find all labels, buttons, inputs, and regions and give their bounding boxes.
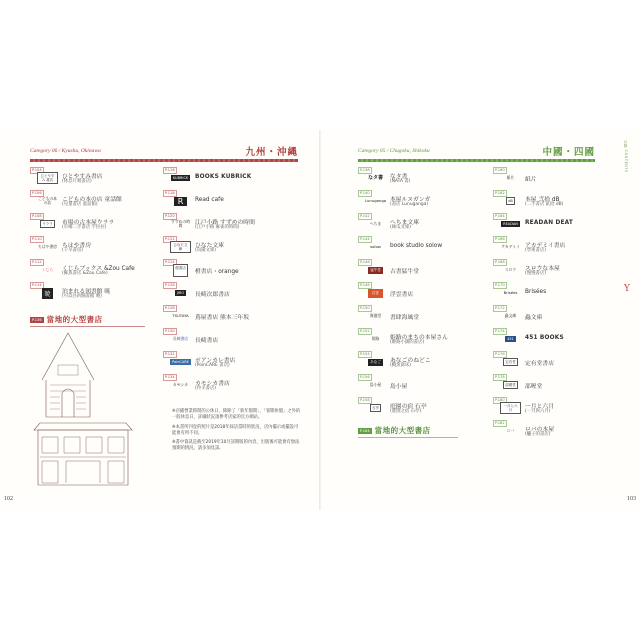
page-ref: P.148 bbox=[360, 283, 370, 287]
bookstore-entry[interactable] bbox=[163, 259, 303, 279]
store-logo: 姫路 bbox=[371, 335, 380, 341]
page-ref: P.180 bbox=[495, 398, 505, 402]
store-logo: 一月と六月 bbox=[500, 401, 521, 415]
page-number-left: 102 bbox=[4, 496, 13, 502]
store-logo: 長崎書店 bbox=[172, 335, 189, 341]
store-name-translation: (慢慢書店) bbox=[525, 271, 546, 276]
store-name: 邵喔堂 bbox=[525, 384, 543, 390]
store-name: 451 BOOKS bbox=[525, 335, 564, 341]
page-ref: P.142 bbox=[360, 214, 370, 218]
page-ref: P.116 bbox=[165, 168, 175, 172]
footnotes bbox=[172, 409, 302, 456]
section-tag-large-bookstores[interactable] bbox=[30, 314, 103, 325]
store-name: へちま文庫 bbox=[390, 220, 419, 226]
page-ref: P.170 bbox=[495, 283, 505, 287]
store-name: 古書猛牛堂 bbox=[390, 269, 419, 275]
bookstore-entry[interactable] bbox=[358, 351, 498, 371]
store-name: 定有堂書店 bbox=[525, 361, 554, 367]
store-name-translation: (千早書房) bbox=[62, 248, 83, 253]
category-title: 中國・四國 bbox=[542, 147, 595, 158]
store-name: 江戸小路 すずめの時間 bbox=[195, 220, 255, 226]
store-name-translation: (羚羊書店) bbox=[195, 386, 216, 391]
store-name-translation: (江戶小路 麻雀的時間) bbox=[195, 225, 240, 230]
page-ref: P.174 bbox=[495, 329, 505, 333]
store-name: ポアンカレ書店 bbox=[195, 358, 236, 364]
page-ref: P.178 bbox=[495, 375, 505, 379]
store-logo: すずめの時間 bbox=[170, 218, 191, 228]
store-name: 蟲文庫 bbox=[525, 315, 543, 321]
store-logo: ウララ bbox=[42, 222, 53, 226]
store-name-translation: (驢子的書店) bbox=[525, 432, 551, 437]
store-logo: 石亭 bbox=[372, 406, 379, 410]
footnote: ※店鋪營業時間的公休日，除除了「新年假期」、「暑期休假」之外的一般休息日，詳細狀況請參考店家的官方網站。 bbox=[172, 409, 301, 421]
bookstore-entry[interactable] bbox=[493, 259, 633, 279]
store-name-translation: (向陽文庫) bbox=[195, 248, 216, 253]
page-ref: P.134 bbox=[165, 375, 175, 379]
page-ref: P.162 bbox=[495, 191, 505, 195]
store-name: くじらブックス &Zou Cafe bbox=[62, 266, 135, 272]
bookstore-entry[interactable] bbox=[493, 397, 633, 417]
page-ref: P.160 bbox=[495, 168, 505, 172]
bookstore-entry[interactable] bbox=[358, 259, 498, 279]
store-name-translation: (一月與六月) bbox=[525, 409, 551, 414]
page-ref: P.114 bbox=[32, 283, 42, 287]
bookstore-entry[interactable] bbox=[163, 305, 303, 325]
store-name: 島小屋 bbox=[390, 384, 408, 390]
store-name-translation: (市場二手書店 宇拉拉) bbox=[62, 225, 107, 230]
category-rule bbox=[358, 159, 595, 162]
page-number-right: 103 bbox=[627, 496, 636, 502]
left-page bbox=[0, 130, 319, 510]
contents-side-tab: 目錄 CONTENTS bbox=[624, 140, 628, 173]
store-logo: カモシカ bbox=[172, 381, 189, 387]
page-ref: P.158 bbox=[360, 398, 370, 402]
page-ref: P.182 bbox=[495, 421, 505, 425]
store-name: READAN DEAT bbox=[525, 220, 574, 226]
store-name: なタ書 bbox=[390, 174, 408, 180]
bookstore-sketch-illustration bbox=[28, 325, 138, 490]
store-name-translation: (書店 Lunuganga) bbox=[390, 202, 429, 207]
store-name: Read cafe bbox=[195, 197, 224, 203]
store-logo: JIRO bbox=[176, 291, 185, 295]
page-ref: P.164 bbox=[495, 214, 505, 218]
category-header-kyushu bbox=[30, 144, 298, 158]
store-logo: 海風堂 bbox=[369, 312, 382, 318]
store-name: book studio solow bbox=[390, 243, 443, 249]
page-ref: P.118 bbox=[165, 191, 175, 195]
store-logo: 蟲文庫 bbox=[504, 312, 517, 318]
page-ref: P.112 bbox=[32, 260, 42, 264]
bookstore-entry[interactable] bbox=[358, 328, 498, 348]
side-marker-icon: Y bbox=[624, 284, 630, 294]
store-name: あなごのねどこ bbox=[390, 358, 431, 364]
store-logo: あなご bbox=[370, 359, 381, 364]
right-page bbox=[321, 130, 640, 510]
store-logo: スロウ bbox=[504, 266, 517, 272]
bookstore-entry[interactable] bbox=[163, 282, 303, 302]
store-name: 市場の古本屋ウララ bbox=[62, 220, 115, 226]
category-header-chugoku bbox=[358, 144, 595, 158]
section-title: 當地的大型書店 bbox=[46, 315, 103, 324]
bookstore-entry[interactable] bbox=[358, 397, 498, 417]
store-logo: ひとやすみ 書店 bbox=[37, 171, 58, 185]
store-name-translation: (PoinCARE 書店) bbox=[195, 363, 230, 368]
section-underline bbox=[358, 437, 458, 438]
store-logo: READAN bbox=[503, 222, 518, 226]
store-name-translation: (絲瓜文庫) bbox=[390, 225, 411, 230]
store-logo: へちま bbox=[369, 220, 382, 226]
bookstore-entry[interactable] bbox=[358, 374, 498, 394]
store-logo: Lunuganga bbox=[365, 197, 386, 203]
store-name: 本屋ルヌガンガ bbox=[390, 197, 431, 203]
store-name-translation: (鰻魚窩床) bbox=[390, 363, 411, 368]
store-logo: 定有堂 bbox=[505, 360, 516, 364]
bookstore-entry[interactable] bbox=[358, 282, 498, 302]
page-ref: P.124 bbox=[165, 260, 175, 264]
store-logo: KUBRICK bbox=[172, 176, 189, 180]
book-spread bbox=[0, 130, 640, 510]
store-name: 浮雲書店 bbox=[390, 292, 414, 298]
page-ref: P.154 bbox=[360, 352, 370, 356]
store-logo: PoinCARE bbox=[172, 360, 189, 364]
bookstore-entry[interactable] bbox=[163, 236, 303, 256]
bookstore-entry[interactable] bbox=[30, 213, 170, 233]
bookstore-entry[interactable] bbox=[30, 167, 170, 187]
store-name: 橙書店・orange bbox=[195, 269, 239, 275]
page-ref: P.120 bbox=[165, 214, 175, 218]
page-ref: P.156 bbox=[360, 375, 370, 379]
bookstore-entry[interactable] bbox=[493, 328, 633, 348]
store-name-translation: (休息片刻書店) bbox=[62, 179, 92, 184]
store-logo: 邵喔堂 bbox=[505, 383, 516, 387]
bookstore-entry[interactable] bbox=[163, 328, 303, 348]
page-ref: P.106 bbox=[32, 191, 42, 195]
store-name: 長崎次郎書店 bbox=[195, 292, 230, 298]
bookstore-entry[interactable] bbox=[30, 282, 170, 302]
store-logo: ちはや書房 bbox=[38, 243, 57, 249]
page-ref: P.110 bbox=[32, 237, 42, 241]
store-name: 一月と六月 bbox=[525, 404, 554, 410]
page-ref: P.138 bbox=[360, 168, 370, 172]
bookstore-entry[interactable] bbox=[493, 374, 633, 394]
bookstore-entry[interactable] bbox=[493, 236, 633, 256]
store-logo: 猛牛堂 bbox=[370, 267, 381, 272]
bookstore-entry[interactable] bbox=[493, 167, 633, 187]
page-ref: P.130 bbox=[165, 329, 175, 333]
page-ref: P.176 bbox=[495, 352, 505, 356]
section-tag-large-bookstores[interactable] bbox=[358, 425, 431, 436]
category-label: Category 06 / Kyushu, Okinawa bbox=[30, 148, 101, 154]
bookstore-entry[interactable] bbox=[358, 190, 498, 210]
store-logo: dB bbox=[508, 199, 513, 203]
store-name: 紙片 bbox=[525, 177, 537, 183]
page-ref: P.122 bbox=[165, 237, 175, 241]
bookstore-entry[interactable] bbox=[493, 190, 633, 210]
category-rule bbox=[30, 159, 298, 162]
store-logo: solow bbox=[370, 243, 381, 249]
store-name: スロウな本屋 bbox=[525, 266, 560, 272]
store-logo: ひなた文庫 bbox=[170, 240, 191, 254]
bookstore-entry[interactable] bbox=[163, 351, 303, 371]
store-logo: 浮雲 bbox=[365, 286, 386, 300]
page-ref: P.104 bbox=[32, 168, 42, 172]
store-logo: なタ書 bbox=[367, 174, 383, 181]
category-label: Category 05 / Chugoku, Shikoku bbox=[358, 148, 430, 154]
section-page-ref: P.184 bbox=[360, 428, 370, 433]
bookstore-entry[interactable] bbox=[163, 190, 303, 210]
store-logo: Brisées bbox=[503, 289, 518, 295]
store-name-translation: (NATA 書) bbox=[390, 179, 411, 184]
store-logo: こどもの本の店 bbox=[38, 195, 57, 205]
section-page-ref: P.136 bbox=[32, 317, 42, 322]
store-name-translation: (可以住的圖書館 曉) bbox=[62, 294, 102, 299]
bookstore-entry[interactable] bbox=[493, 420, 633, 440]
page-ref: P.108 bbox=[32, 214, 42, 218]
store-name: 姫路のまちの本屋さん bbox=[390, 335, 448, 341]
bookstore-entry[interactable] bbox=[358, 305, 498, 325]
store-name-translation: (兒童書店 童話館) bbox=[62, 202, 98, 207]
page-ref: P.132 bbox=[165, 352, 175, 356]
store-logo: 島小屋 bbox=[369, 381, 382, 387]
store-logo: TSUTAYA bbox=[172, 312, 189, 318]
bookstore-entry[interactable] bbox=[30, 190, 170, 210]
section-title: 當地的大型書店 bbox=[374, 426, 431, 435]
store-logo: ロバ bbox=[506, 427, 515, 433]
page-ref: P.166 bbox=[495, 237, 505, 241]
page-ref: P.152 bbox=[360, 329, 370, 333]
store-logo: 橙書店 bbox=[170, 263, 191, 277]
store-name-translation: (鯨魚書店 &Zou Cafe) bbox=[62, 271, 108, 276]
bookstore-entry[interactable] bbox=[358, 213, 498, 233]
store-name-translation: (庭園之宿 石亭) bbox=[390, 409, 422, 414]
bookstore-entry[interactable] bbox=[30, 236, 170, 256]
page-ref: P.140 bbox=[360, 191, 370, 195]
store-name: ひなた文庫 bbox=[195, 243, 224, 249]
page-ref: P.128 bbox=[165, 306, 175, 310]
store-name: 庭園の宿 石亭 bbox=[390, 404, 427, 410]
store-name-translation: (姬路小鎮的書店) bbox=[390, 340, 425, 345]
store-name: Brisées bbox=[525, 289, 547, 295]
store-logo: 451 bbox=[507, 337, 514, 341]
bookstore-entry[interactable] bbox=[493, 213, 633, 233]
bookstore-entry[interactable] bbox=[163, 374, 303, 394]
page-ref: P.144 bbox=[360, 237, 370, 241]
store-logo: 紙片 bbox=[506, 174, 515, 180]
store-name: 蔦屋書店 熊本三年坂 bbox=[195, 315, 250, 321]
store-logo: くじら bbox=[41, 266, 54, 272]
bookstore-entry[interactable] bbox=[493, 305, 633, 325]
bookstore-entry[interactable] bbox=[358, 167, 498, 187]
store-name: カモシカ書店 bbox=[195, 381, 230, 387]
store-logo: アカデミイ bbox=[501, 243, 520, 249]
store-name-translation: (學術書店) bbox=[525, 248, 546, 253]
store-name-translation: (二手書店 貳拾 dB) bbox=[525, 202, 564, 207]
bookstore-entry[interactable] bbox=[163, 167, 303, 187]
bookstore-entry[interactable] bbox=[358, 236, 498, 256]
store-name: ちはや書房 bbox=[62, 243, 91, 249]
footnote: ※書中資訊是截至2019年10月該期版的內容，出版後可能會有無法預期的情況，請多加見諒。 bbox=[172, 440, 300, 452]
category-title: 九州・沖縄 bbox=[245, 147, 298, 158]
page-ref: P.172 bbox=[495, 306, 505, 310]
page-ref: P.126 bbox=[165, 283, 175, 287]
store-name: ロバの本屋 bbox=[525, 427, 554, 433]
page-ref: P.168 bbox=[495, 260, 505, 264]
store-name: BOOKS KUBRICK bbox=[195, 174, 252, 180]
bookstore-entry[interactable] bbox=[493, 282, 633, 302]
store-name: こどもの本の店 童話館 bbox=[62, 197, 122, 203]
bookstore-entry[interactable] bbox=[30, 259, 170, 279]
store-logo: R bbox=[170, 194, 191, 208]
store-logo: 暁 bbox=[37, 286, 58, 300]
footnote: ※本書所刊登的照片是2018年採訪當時的狀況，店內擺示或擺設可能會有所不同。 bbox=[172, 424, 299, 436]
bookstore-entry[interactable] bbox=[493, 351, 633, 371]
store-name: ひとやすみ書店 bbox=[62, 174, 103, 180]
store-name: 書肆海風堂 bbox=[390, 315, 419, 321]
store-name: 長崎書店 bbox=[195, 338, 219, 344]
store-name: アカデミイ書店 bbox=[525, 243, 566, 249]
page-ref: P.150 bbox=[360, 306, 370, 310]
store-name: 本屋 弐拾 dB bbox=[525, 197, 560, 203]
store-name: 泊まれる図書館 暁 bbox=[62, 289, 111, 295]
page-ref: P.146 bbox=[360, 260, 370, 264]
bookstore-entry[interactable] bbox=[163, 213, 303, 233]
